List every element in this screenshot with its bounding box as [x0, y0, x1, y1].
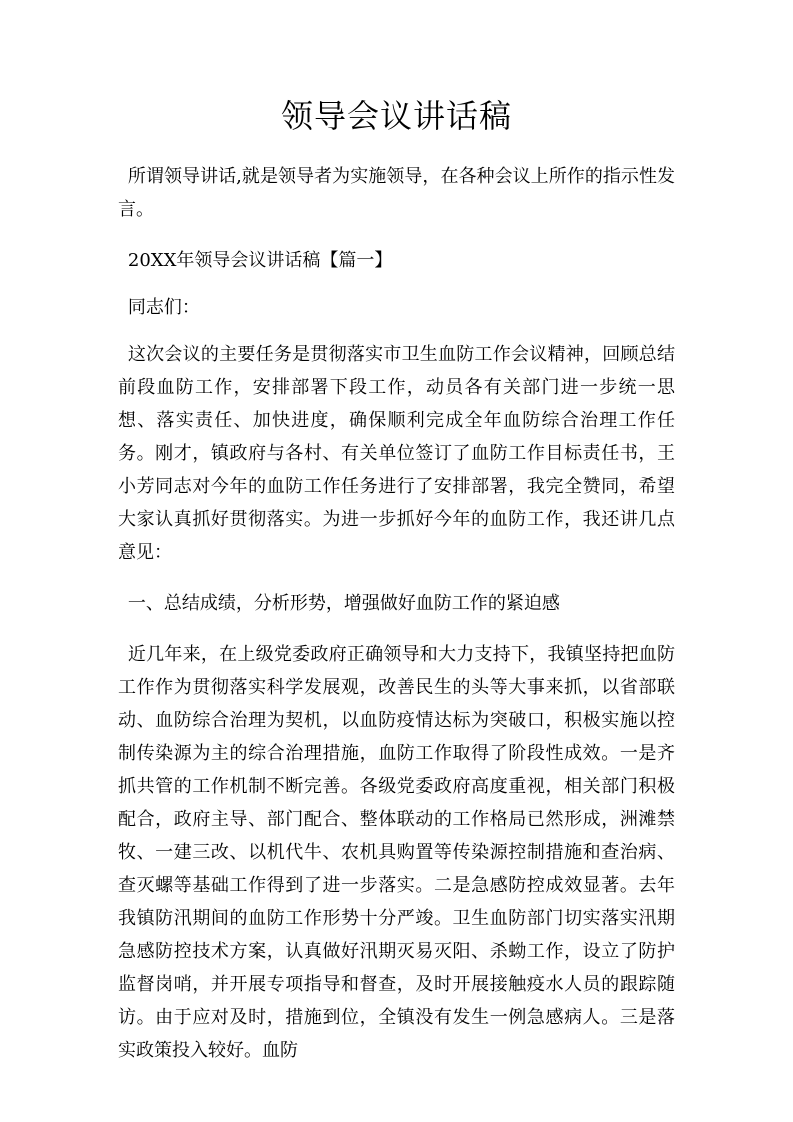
salutation: 同志们：	[127, 297, 200, 318]
body-paragraph-2: 近几年来，在上级党委政府正确领导和大力支持下，我镇坚持把血防工作作为贯彻落实科学发展观，改善民生的头等大事来抓，以省部联动、血防综合治理为契机，以血防疫情达标为突破口，积极实施以控制传染源为主的综合治理措施，血防工作取得了阶段性成效。一是齐抓共管的工作机制不断完善。各级党委政府高度重视，相关部门积极配合，政府主导、部门配合、整体联动的工作格局已然形成，洲滩禁牧、一建三改、以机代牛、农机具购置等传染源控制措施和查治病、查灭螺等基础工作得到了进一步落实。二是急感防控成效显著。去年我镇防汛期间的血防工作形势十分严竣。卫生血防部门切实落实汛期急感防控技术方案，认真做好汛期灭易灭阳、杀蚴工作，设立了防护监督岗哨，并开展专项指导和督查，及时开展接触疫水人员的跟踪随访。由于应对及时，措施到位，全镇没有发生一例急感病人。三是落实政策投入较好。血防	[118, 644, 675, 1061]
document-title: 领导会议讲话稿	[280, 97, 512, 135]
point-heading-1: 一、总结成绩，分析形势，增强做好血防工作的紧迫感	[127, 593, 560, 614]
body-paragraph-1: 这次会议的主要任务是贯彻落实市卫生血防工作会议精神，回顾总结前段血防工作，安排部署下段工作，动员各有关部门进一步统一思想、落实责任、加快进度，确保顺利完成全年血防综合治理工作任务。刚才，镇政府与各村、有关单位签订了血防工作目标责任书，王小芳同志对今年的血防工作任务进行了安排部署，我完全赞同，希望大家认真抓好贯彻落实。为进一步抓好今年的血防工作，我还讲几点意见：	[118, 344, 675, 563]
intro-paragraph: 所谓领导讲话,就是领导者为实施领导，在各种会议上所作的指示性发言。	[118, 166, 675, 220]
section-heading: 20XX年领导会议讲话稿【篇一】	[127, 250, 393, 271]
